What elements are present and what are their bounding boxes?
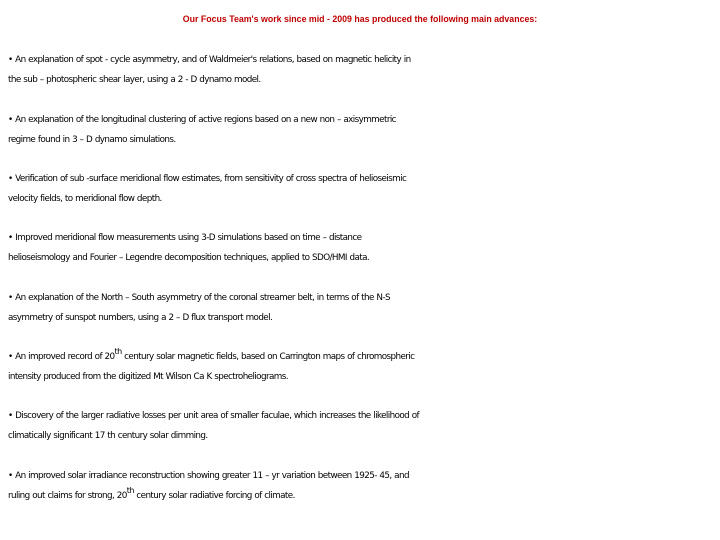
bullet-text: intensity produced from the digitized Mt Wilson Ca K spectroheliograms.: [8, 372, 288, 382]
bullet-item: [8, 228, 716, 268]
bullet-line: [8, 110, 716, 130]
bullet-text: velocity fields, to meridional flow depth.: [8, 194, 162, 204]
bullet-line: [8, 228, 716, 248]
bullet-line: [8, 308, 716, 328]
bullet-line: [8, 189, 716, 209]
bullet-text: the sub – photospheric shear layer, using a 2 - D dynamo model.: [8, 75, 261, 85]
bullet-line: [8, 426, 716, 446]
bullet-line: [8, 367, 716, 387]
bullet-text: • An improved solar irradiance reconstruction showing greater 11 – yr variation between 1925- 45, and: [8, 471, 409, 481]
bullet-line: [8, 347, 716, 367]
bullet-item: [8, 50, 716, 90]
superscript: th: [114, 347, 122, 357]
bullet-line: [8, 169, 716, 189]
bullet-text: • An improved record of 20: [8, 352, 115, 362]
bullet-item: [8, 466, 716, 506]
bullet-text: • Improved meridional flow measurements using 3-D simulations based on time – distance: [8, 233, 362, 243]
bullet-text: • An explanation of the longitudinal clustering of active regions based on a new non – axisymmetric: [8, 115, 396, 125]
bullet-text: century solar magnetic fields, based on Carrington maps of chromospheric: [121, 352, 415, 362]
bullet-line: [8, 466, 716, 486]
bullet-item: [8, 110, 716, 150]
bullet-text: • Verification of sub -surface meridional flow estimates, from sensitivity of cross spectra of helioseismic: [8, 174, 407, 184]
bullet-item: [8, 347, 716, 387]
slide-title: Our Focus Team's work since mid - 2009 has produced the following main advances:: [182, 14, 538, 24]
bullet-line: [8, 486, 716, 506]
bullet-line: [8, 70, 716, 90]
bullet-text: helioseismology and Fourier – Legendre decomposition techniques, applied to SDO/HMI data.: [8, 253, 370, 263]
bullet-text: • An explanation of the North – South asymmetry of the coronal streamer belt, in terms of the N-S: [8, 293, 390, 303]
bullet-text: asymmetry of sunspot numbers, using a 2 – D flux transport model.: [8, 313, 273, 323]
bullet-text: • Discovery of the larger radiative losses per unit area of smaller faculae, which increases the likelihood of: [8, 411, 419, 421]
bullet-text: regime found in 3 – D dynamo simulations.: [8, 135, 176, 145]
bullet-line: [8, 288, 716, 308]
bullet-line: [8, 248, 716, 268]
bullet-item: [8, 288, 716, 328]
bullet-line: [8, 50, 716, 70]
bullet-text: climatically significant 17 th century solar dimming.: [8, 431, 208, 441]
bullet-text: • An explanation of spot - cycle asymmetry, and of Waldmeier's relations, based on magnetic helicity in: [8, 55, 411, 65]
bullet-line: [8, 406, 716, 426]
bullet-text: ruling out claims for strong, 20: [8, 491, 127, 501]
superscript: th: [126, 486, 134, 496]
bullet-item: [8, 406, 716, 446]
bullet-text: century solar radiative forcing of climate.: [133, 491, 295, 501]
bullet-item: [8, 169, 716, 209]
bullet-line: [8, 130, 716, 150]
